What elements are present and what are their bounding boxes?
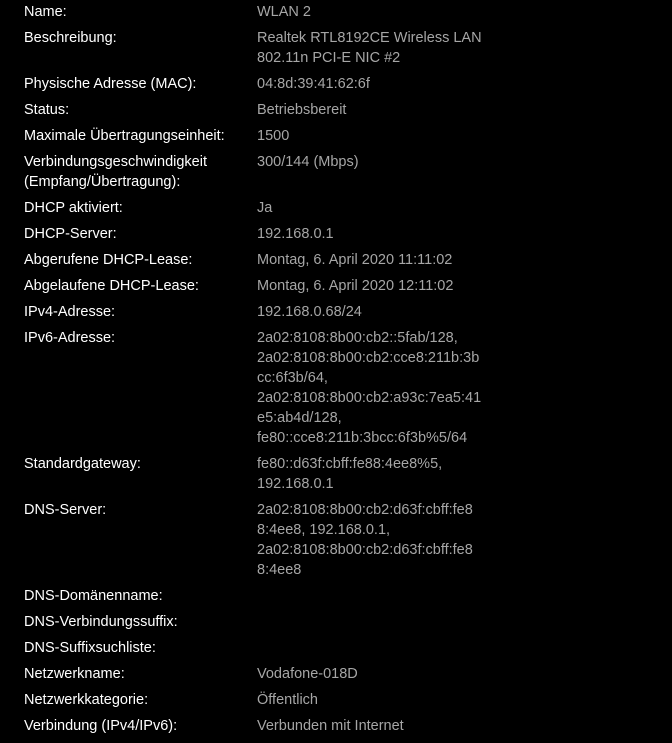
property-value-line: Montag, 6. April 2020 12:11:02 (257, 278, 454, 294)
property-value-line: 2a02:8108:8b00:cb2:d63f:cbff:fe8 (257, 542, 473, 558)
property-value-line: 192.168.0.68/24 (257, 304, 362, 320)
property-value-line: 192.168.0.1 (257, 226, 334, 242)
property-value-line: e5:ab4d/128, (257, 410, 342, 426)
property-label: Abgelaufene DHCP-Lease: (24, 278, 199, 294)
property-label: Netzwerkkategorie: (24, 692, 149, 708)
property-label-line: (Empfang/Übertragung): (24, 174, 181, 190)
property-value-line: Betriebsbereit (257, 102, 347, 118)
property-value[interactable] (257, 152, 477, 172)
property-label: Standardgateway: (24, 456, 141, 472)
property-value-line: 192.168.0.1 (257, 476, 334, 492)
property-value[interactable] (257, 2, 477, 22)
property-row (24, 664, 644, 684)
property-value[interactable] (257, 302, 477, 322)
property-value[interactable] (257, 454, 477, 494)
property-value-line: Verbunden mit Internet (257, 718, 404, 734)
property-value[interactable] (257, 250, 477, 270)
property-row (24, 198, 644, 218)
property-row (24, 302, 644, 322)
property-row (24, 152, 644, 192)
property-value[interactable] (257, 198, 477, 218)
property-label: DNS-Suffixsuchliste: (24, 640, 156, 656)
property-label: DNS-Verbindungssuffix: (24, 614, 178, 630)
property-label: DHCP aktiviert: (24, 200, 123, 216)
property-value[interactable] (257, 500, 477, 580)
property-label: IPv6-Adresse: (24, 330, 116, 346)
network-properties-list (24, 2, 644, 742)
property-row (24, 28, 644, 68)
property-value-line: Vodafone-018D (257, 666, 358, 682)
property-value-line: Realtek RTL8192CE Wireless LAN (257, 30, 482, 46)
property-row (24, 716, 644, 736)
property-value-line: Ja (257, 200, 273, 216)
property-value[interactable] (257, 328, 482, 448)
property-row (24, 276, 644, 296)
property-row (24, 126, 644, 146)
property-label: Abgerufene DHCP-Lease: (24, 252, 193, 268)
property-value[interactable] (257, 126, 477, 146)
property-value[interactable] (257, 690, 477, 710)
property-value-line: 2a02:8108:8b00:cb2:cce8:211b:3b (257, 350, 480, 366)
property-row (24, 100, 644, 120)
property-value-line: 2a02:8108:8b00:cb2:d63f:cbff:fe8 (257, 502, 473, 518)
property-label: DNS-Server: (24, 502, 107, 518)
property-label: DHCP-Server: (24, 226, 117, 242)
property-value-line: 2a02:8108:8b00:cb2:a93c:7ea5:41 (257, 390, 482, 406)
property-row (24, 454, 644, 494)
property-row (24, 612, 644, 632)
property-value[interactable] (257, 664, 477, 684)
property-row (24, 224, 644, 244)
property-row (24, 2, 644, 22)
property-value-line: 04:8d:39:41:62:6f (257, 76, 370, 92)
property-value-line: 8:4ee8 (257, 562, 302, 578)
property-value[interactable] (257, 100, 477, 120)
property-value-line: 802.11n PCI-E NIC #2 (257, 50, 401, 66)
property-value-line: cc:6f3b/64, (257, 370, 328, 386)
property-value[interactable] (257, 224, 477, 244)
property-label: Maximale Übertragungseinheit: (24, 128, 225, 144)
property-value-line: Öffentlich (257, 692, 318, 708)
property-row (24, 690, 644, 710)
property-label: Netzwerkname: (24, 666, 125, 682)
property-value-line: fe80::cce8:211b:3bcc:6f3b%5/64 (257, 430, 468, 446)
property-row (24, 586, 644, 606)
property-value-line: 8:4ee8, 192.168.0.1, (257, 522, 391, 538)
property-label: Physische Adresse (MAC): (24, 76, 197, 92)
property-label: Status: (24, 102, 70, 118)
property-value[interactable] (257, 28, 482, 68)
property-value-line: 300/144 (Mbps) (257, 154, 359, 170)
property-row (24, 250, 644, 270)
property-row (24, 74, 644, 94)
property-row (24, 328, 644, 448)
property-value-line: Montag, 6. April 2020 11:11:02 (257, 252, 453, 268)
property-value-line: fe80::d63f:cbff:fe88:4ee8%5, (257, 456, 443, 472)
property-label (24, 152, 257, 192)
property-value[interactable] (257, 276, 477, 296)
property-value-line: 1500 (257, 128, 290, 144)
property-label-line: Verbindungsgeschwindigkeit (24, 154, 207, 170)
property-value-line: WLAN 2 (257, 4, 311, 20)
property-value[interactable] (257, 74, 477, 94)
property-label: Verbindung (IPv4/IPv6): (24, 718, 178, 734)
property-label: Name: (24, 4, 67, 20)
property-value[interactable] (257, 716, 477, 736)
property-row (24, 500, 644, 580)
property-row (24, 638, 644, 658)
property-value-line: 2a02:8108:8b00:cb2::5fab/128, (257, 330, 458, 346)
property-label: IPv4-Adresse: (24, 304, 116, 320)
property-label: Beschreibung: (24, 30, 117, 46)
property-label: DNS-Domänenname: (24, 588, 163, 604)
